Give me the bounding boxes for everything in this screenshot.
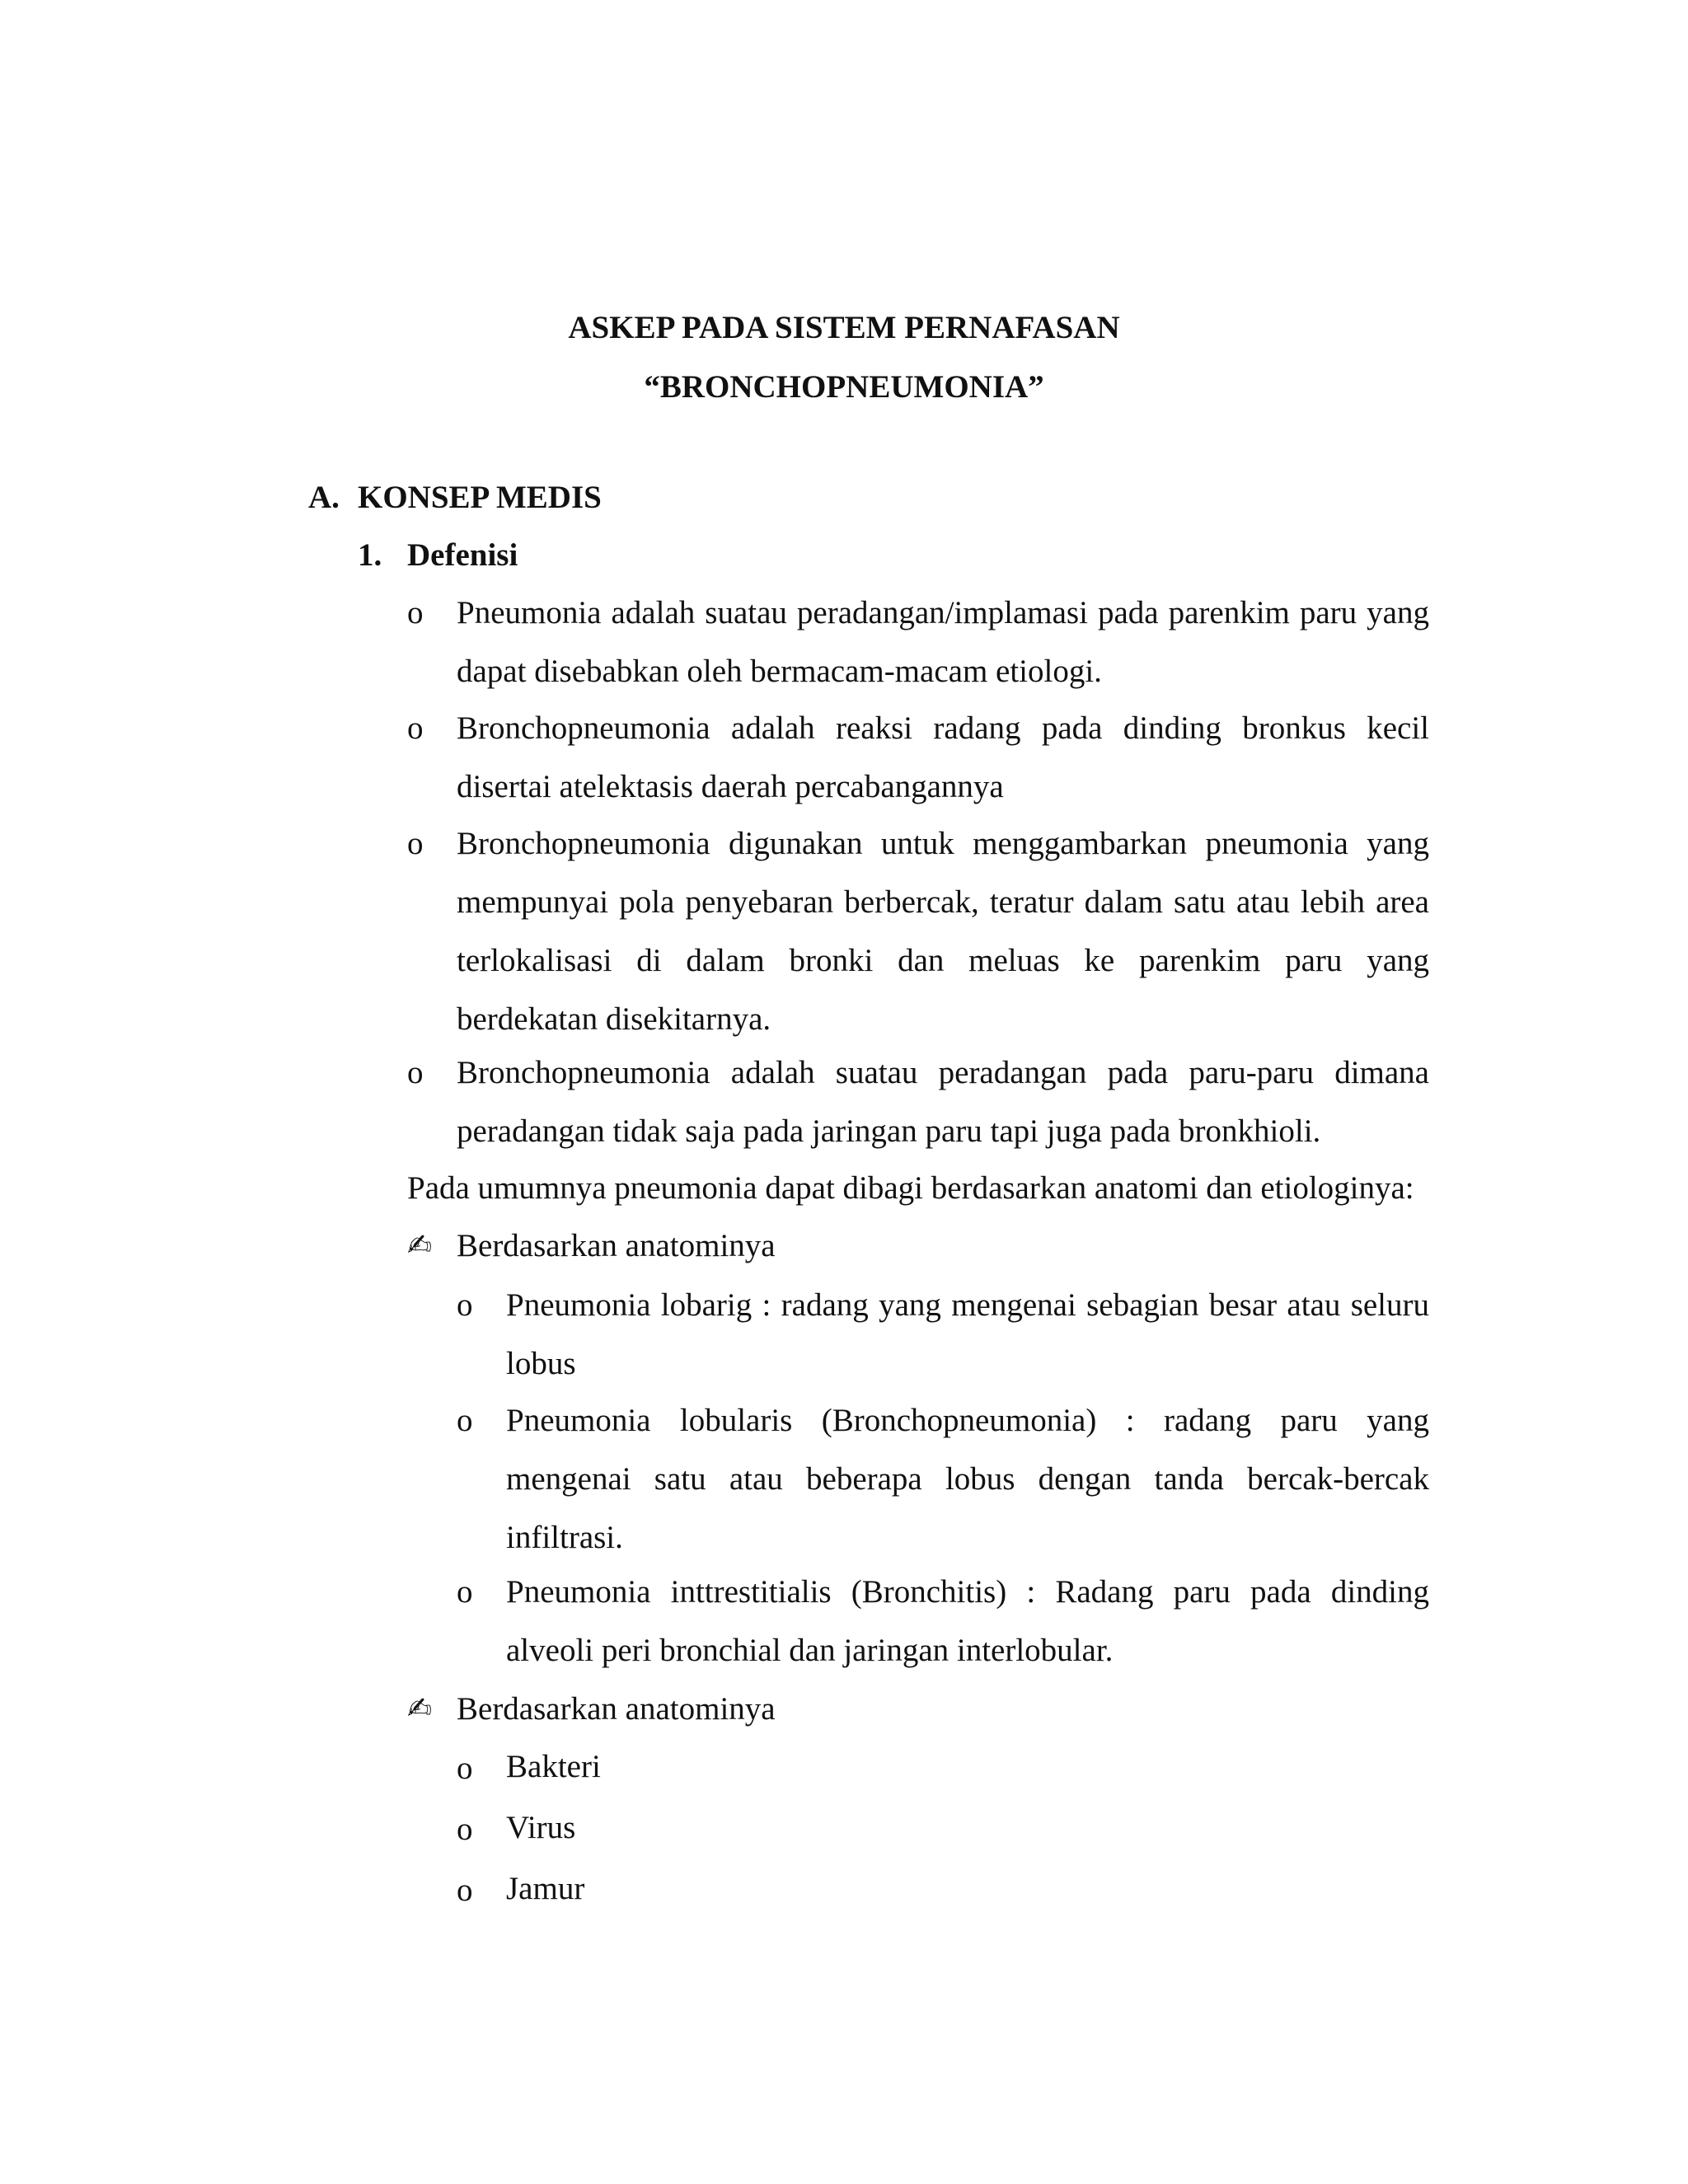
section-a-heading: KONSEP MEDIS [358,480,602,515]
group-anatomy-heading: Berdasarkan anatominya [457,1228,776,1263]
group-etiology-heading: Berdasarkan anatominya [457,1691,776,1727]
section-a-label: A. [308,480,340,515]
etiology-item-3: Jamur [506,1871,585,1906]
definition-item-2: Bronchopneumonia adalah reaksi radang pada dinding bronkus kecil disertai atelektasis daerah percabangannya [457,710,1429,804]
writing-hand-icon: ✍ [407,1692,433,1726]
bullet-icon: o [457,1287,473,1323]
bullet-icon: o [457,1872,473,1908]
subsection-1-label: 1. [358,537,382,573]
anatomy-item-3: Pneumonia inttrestitialis (Bronchitis) : Radang paru pada dinding alveoli peri bronchial dan jaringan interlobular. [506,1574,1429,1668]
bullet-icon: o [407,710,424,746]
bullet-icon: o [407,1055,424,1090]
intro-paragraph: Pada umumnya pneumonia dapat dibagi berdasarkan anatomi dan etiologinya: [407,1170,1414,1206]
etiology-item-2: Virus [506,1810,576,1845]
bullet-icon: o [457,1750,473,1786]
document-title-line-2: “BRONCHOPNEUMONIA” [644,369,1044,405]
writing-hand-icon: ✍ [407,1229,433,1263]
subsection-1-heading: Defenisi [407,537,518,573]
bullet-icon: o [457,1811,473,1847]
bullet-icon: o [457,1403,473,1438]
definition-item-4: Bronchopneumonia adalah suatau peradangan pada paru-paru dimana peradangan tidak saja pada jaringan paru tapi juga pada bronkhioli. [457,1055,1429,1149]
etiology-item-1: Bakteri [506,1749,601,1784]
bullet-icon: o [407,595,424,630]
anatomy-item-2: Pneumonia lobularis (Bronchopneumonia) : radang paru yang mengenai satu atau beberapa lobus dengan tanda bercak-bercak infiltrasi. [506,1403,1429,1555]
anatomy-item-1: Pneumonia lobarig : radang yang mengenai sebagian besar atau seluru lobus [506,1287,1429,1381]
definition-item-1: Pneumonia adalah suatau peradangan/implamasi pada parenkim paru yang dapat disebabkan oleh bermacam-macam etiologi. [457,595,1429,689]
bullet-icon: o [407,826,424,861]
document-title-line-1: ASKEP PADA SISTEM PERNAFASAN [568,310,1120,345]
definition-item-3: Bronchopneumonia digunakan untuk menggambarkan pneumonia yang mempunyai pola penyebaran berbercak, teratur dalam satu atau lebih area terlokalisasi di dalam bronki dan meluas ke parenkim paru yang berdekatan disekitarnya. [457,826,1429,1037]
bullet-icon: o [457,1574,473,1610]
